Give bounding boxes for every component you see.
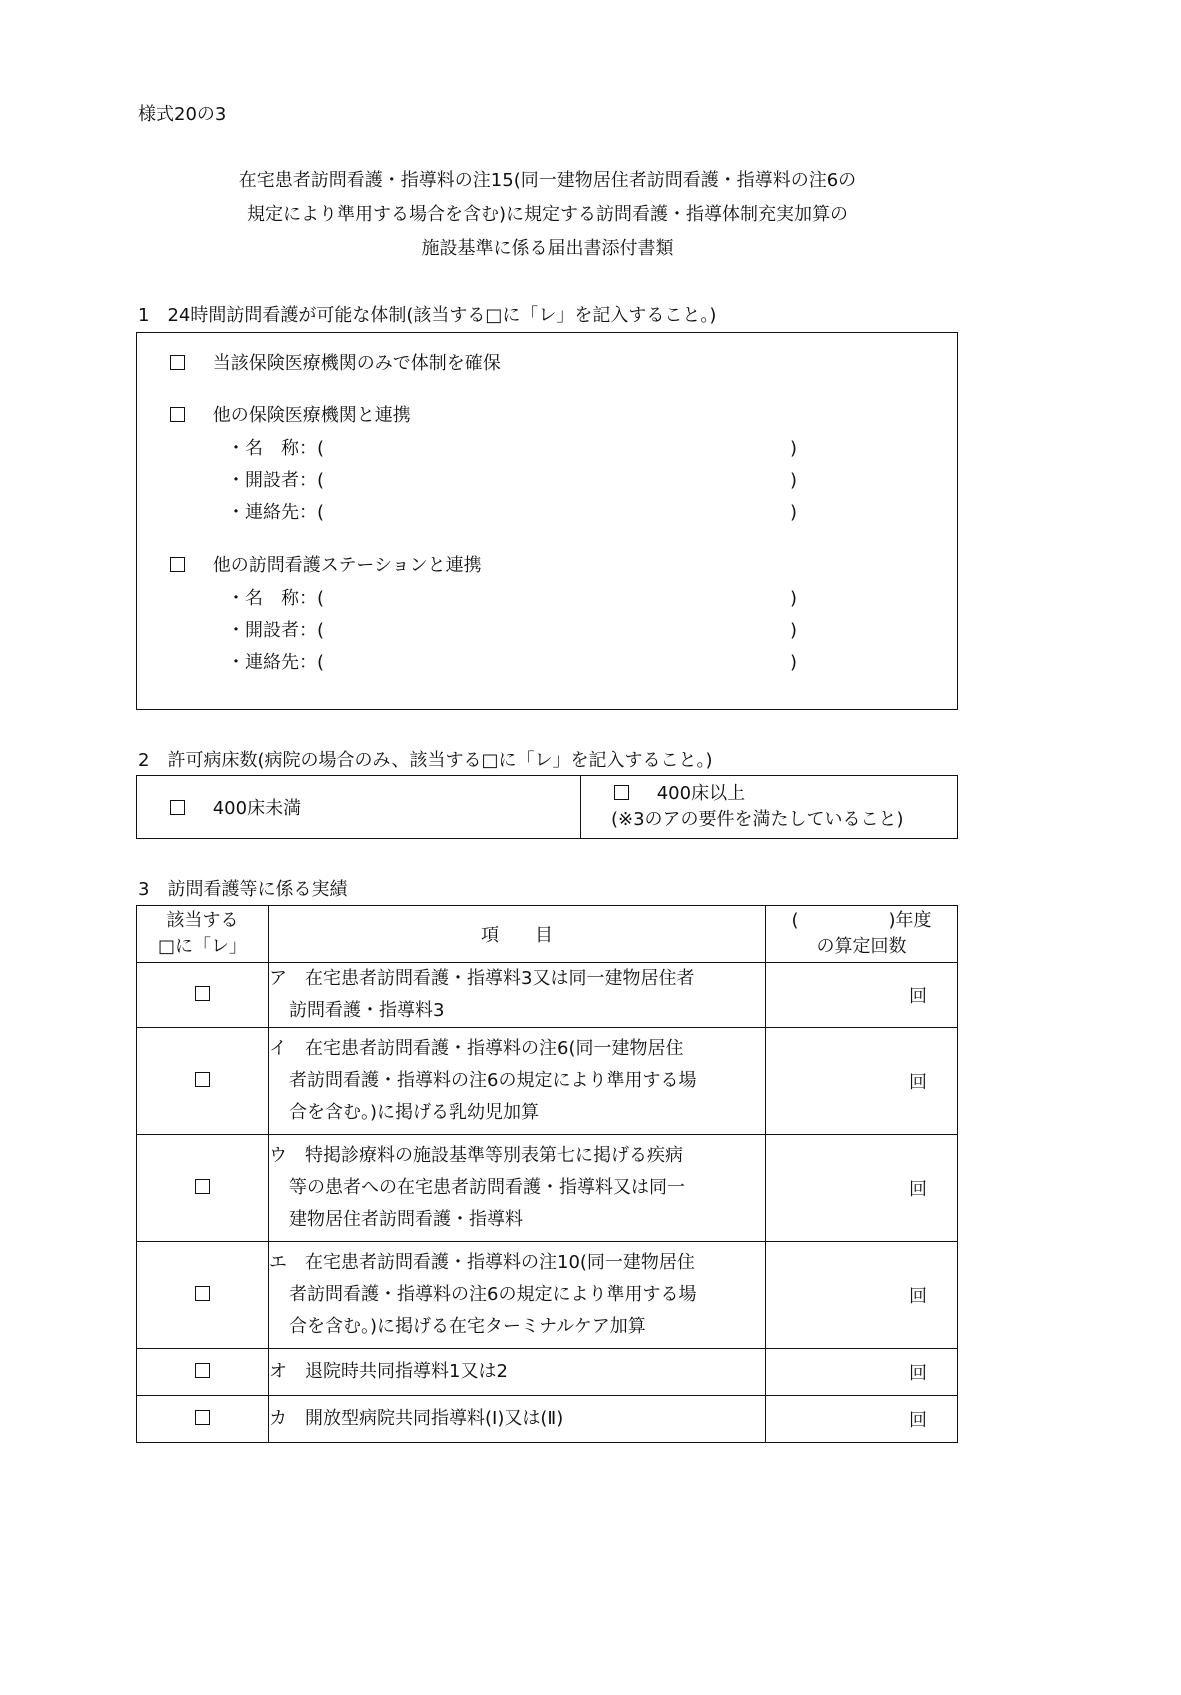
unit-label: 回 [909, 1072, 927, 1093]
results-table [136, 905, 958, 1443]
count-cell[interactable] [766, 1396, 958, 1443]
bed-option-under-400 [137, 776, 581, 839]
field-row [227, 504, 797, 522]
checkbox[interactable] [170, 800, 185, 815]
checkbox[interactable] [195, 986, 210, 1001]
close-paren: ) [789, 652, 797, 673]
unit-label: 回 [909, 1363, 927, 1384]
close-paren: ) [789, 470, 797, 491]
close-paren: ) [789, 588, 797, 609]
section1-option [170, 355, 501, 373]
check-cell [137, 1242, 269, 1349]
option-label: 400床未満 [212, 798, 302, 819]
close-paren: ) [789, 438, 797, 459]
checkbox[interactable] [195, 1072, 210, 1087]
close-paren: ) [789, 502, 797, 523]
check-cell [137, 963, 269, 1028]
check-cell [137, 1028, 269, 1135]
table-row [137, 1349, 958, 1396]
table-row [137, 1135, 958, 1242]
option-label: 当該保険医療機関のみで体制を確保 [212, 353, 501, 374]
option-label: 400床以上 [656, 783, 746, 804]
count-cell[interactable] [766, 1242, 958, 1349]
check-cell [137, 1135, 269, 1242]
title-line: 在宅患者訪問看護・指導料の注15(同一建物居住者訪問看護・指導料の注6の [238, 170, 857, 191]
field-row [227, 472, 797, 490]
section3-heading: 3 訪問看護等に係る実績 [138, 879, 348, 900]
check-cell [137, 1396, 269, 1443]
option-label: 他の保険医療機関と連携 [212, 405, 411, 426]
header-item: 項 目 [269, 906, 766, 963]
checkbox[interactable] [195, 1410, 210, 1425]
table-header-row [137, 906, 958, 963]
close-paren: ) [789, 620, 797, 641]
count-cell[interactable] [766, 1349, 958, 1396]
field-label: ・名 称：( [227, 438, 325, 459]
unit-label: 回 [909, 1410, 927, 1431]
table-row [137, 1028, 958, 1135]
document-title [0, 172, 1095, 274]
checkbox[interactable] [195, 1363, 210, 1378]
checkbox[interactable] [195, 1286, 210, 1301]
header-check: 該当する □に「レ」 [137, 906, 269, 963]
count-cell[interactable] [766, 1028, 958, 1135]
section2-heading: 2 許可病床数(病院の場合のみ、該当する□に「レ」を記入すること。) [138, 750, 713, 771]
unit-label: 回 [909, 986, 927, 1007]
item-cell: ウ 特掲診療料の施設基準等別表第七に掲げる疾病 等の患者への在宅患者訪問看護・指導料又は同一 建物居住者訪問看護・指導料 [269, 1135, 766, 1242]
section1-box [136, 332, 958, 710]
checkbox[interactable] [170, 557, 185, 572]
option-label: 他の訪問看護ステーションと連携 [212, 555, 482, 576]
count-cell[interactable] [766, 1135, 958, 1242]
field-label: ・開設者：( [227, 620, 325, 641]
checkbox[interactable] [614, 785, 629, 800]
checkbox[interactable] [195, 1179, 210, 1194]
table-row [137, 963, 958, 1028]
check-cell [137, 1349, 269, 1396]
field-label: ・開設者：( [227, 470, 325, 491]
field-row [227, 590, 797, 608]
unit-label: 回 [909, 1179, 927, 1200]
bed-count-table [136, 775, 958, 839]
bed-option-400-plus [581, 776, 958, 839]
item-cell: エ 在宅患者訪問看護・指導料の注10(同一建物居住 者訪問看護・指導料の注6の規定により準用する場 合を含む。)に掲げる在宅ターミナルケア加算 [269, 1242, 766, 1349]
field-label: ・連絡先：( [227, 502, 325, 523]
field-row [227, 440, 797, 458]
field-row [227, 622, 797, 640]
checkbox[interactable] [170, 407, 185, 422]
title-line: 施設基準に係る届出書添付書類 [421, 238, 674, 259]
field-row [227, 654, 797, 672]
section1-option [170, 557, 482, 575]
option-note: (※3のアの要件を満たしていること) [611, 809, 904, 830]
section1-heading: 1 24時間訪問看護が可能な体制(該当する□に「レ」を記入すること。) [138, 305, 717, 326]
field-label: ・連絡先：( [227, 652, 325, 673]
unit-label: 回 [909, 1286, 927, 1307]
item-cell: イ 在宅患者訪問看護・指導料の注6(同一建物居住 者訪問看護・指導料の注6の規定により準用する場 合を含む。)に掲げる乳幼児加算 [269, 1028, 766, 1135]
section1-option [170, 407, 411, 425]
title-line: 規定により準用する場合を含む)に規定する訪問看護・指導体制充実加算の [246, 204, 849, 225]
checkbox[interactable] [170, 355, 185, 370]
header-count: ( )年度 の算定回数 [766, 906, 958, 963]
item-cell: オ 退院時共同指導料1又は2 [269, 1349, 766, 1396]
item-cell: カ 開放型病院共同指導料(Ⅰ)又は(Ⅱ) [269, 1396, 766, 1443]
table-row [137, 1396, 958, 1443]
field-label: ・名 称：( [227, 588, 325, 609]
count-cell[interactable] [766, 963, 958, 1028]
form-id: 様式20の3 [138, 104, 227, 125]
table-row [137, 1242, 958, 1349]
item-cell: ア 在宅患者訪問看護・指導料3又は同一建物居住者 訪問看護・指導料3 [269, 963, 766, 1028]
